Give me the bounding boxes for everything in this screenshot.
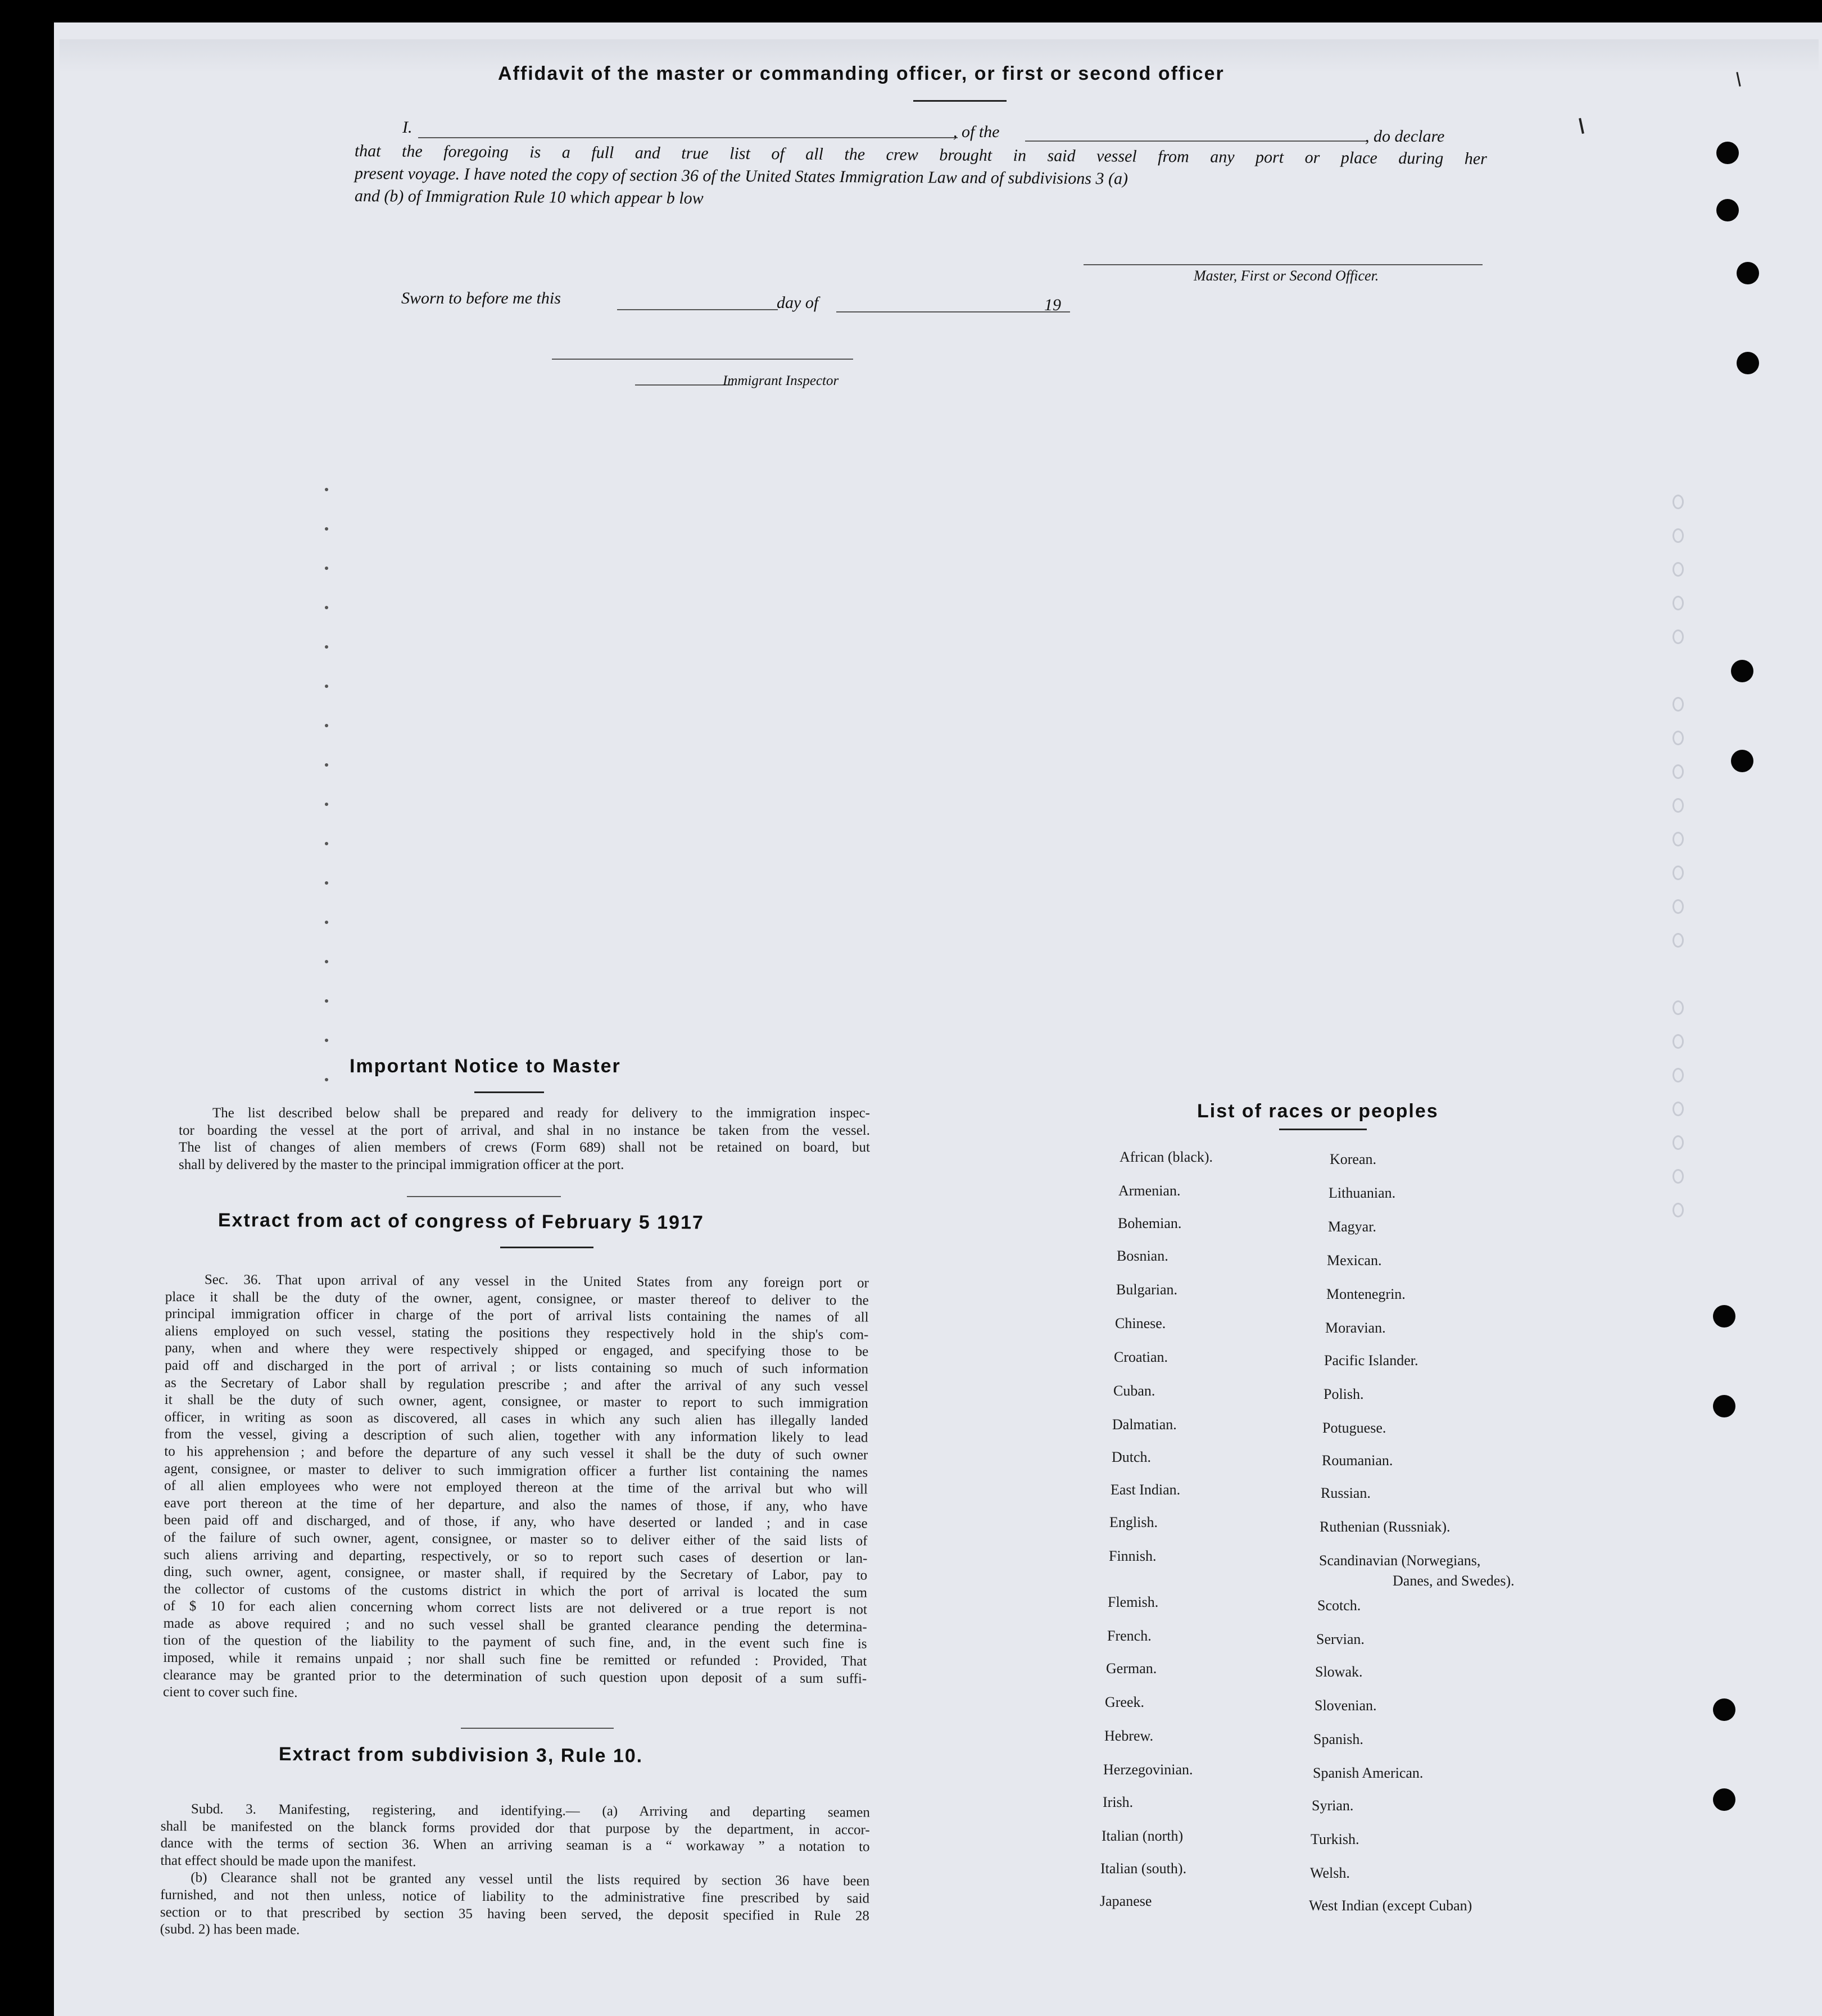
race-item: French. <box>1107 1628 1152 1644</box>
bleed-mark <box>1673 1102 1684 1116</box>
margin-dot <box>325 803 328 806</box>
act-line: Sec. 36. That upon arrival of any vessel in the United States from any foreign port or <box>204 1272 869 1291</box>
race-item: English. <box>1109 1514 1158 1530</box>
margin-dot <box>325 842 328 845</box>
bleed-mark <box>1673 832 1684 846</box>
bleed-mark <box>1673 1000 1684 1015</box>
act-line: been paid off and discharged, and of those, if any, who have deserted or landed ; and in case <box>164 1512 868 1532</box>
margin-dot <box>325 567 328 570</box>
act-line: of $ 10 for each alien concerning whom correct lists are not delivered or a true report is not <box>163 1598 867 1618</box>
bleed-mark <box>1673 1203 1684 1217</box>
bleed-mark <box>1673 1068 1684 1082</box>
act-line: place it shall be the duty of the owner, agent, consignee, or master thereof to deliver to the <box>165 1289 869 1308</box>
inspector-signature-line <box>552 359 853 360</box>
race-item: Dalmatian. <box>1112 1416 1177 1433</box>
notice-body <box>179 1105 870 1174</box>
vessel-blank-line <box>1025 141 1367 142</box>
race-item: Irish. <box>1103 1794 1134 1810</box>
race-item: Russian. <box>1321 1485 1371 1501</box>
act-line: of all alien employees who were not employed thereon at the time of the arrival but who will <box>164 1478 868 1497</box>
act-line: from the vessel, giving a description of such alien, together with any information likely to lead <box>164 1426 868 1446</box>
race-item: Montenegrin. <box>1326 1286 1406 1302</box>
race-item: Moravian. <box>1325 1320 1386 1336</box>
act-line: made as above required ; and no such vessel shall be granted clearance pending the determina- <box>163 1615 867 1635</box>
act-body <box>163 1271 869 1705</box>
punch-hole <box>1713 1395 1735 1417</box>
master-signature-line <box>1084 264 1483 265</box>
manifest-page <box>54 22 1822 2016</box>
margin-dot <box>325 881 328 885</box>
tick-mark <box>1736 72 1741 87</box>
master-signature-caption: Master, First or Second Officer. <box>1194 268 1379 284</box>
margin-dot <box>325 527 328 531</box>
act-line: to his apprehension ; and before the departure of any such vessel it shall be the duty of such owner <box>164 1443 868 1463</box>
race-item: Dutch. <box>1112 1449 1152 1465</box>
bleed-mark <box>1673 798 1684 813</box>
race-item: Italian (north) <box>1102 1828 1184 1844</box>
notice-title-rule <box>474 1091 544 1093</box>
rule-line: (b) Clearance shall not be granted any vessel until the lists required by section 36 have been <box>191 1870 870 1889</box>
rule-line: furnished, and not then unless, notice of liability to the administrative fine prescribed by said <box>160 1887 870 1906</box>
notice-line: The list of changes of alien members of crews (Form 689) shall not be retained on board, but <box>179 1140 870 1156</box>
notice-line: shall by delivered by the master to the principal immigration officer at the port. <box>179 1157 624 1172</box>
punch-hole <box>1737 352 1759 374</box>
race-item: Korean. <box>1330 1151 1377 1167</box>
margin-dot <box>325 960 328 963</box>
margin-dot <box>325 724 328 727</box>
sworn-year: 19 <box>1044 296 1061 314</box>
act-title: Extract from act of congress of February 5 1917 <box>217 1209 704 1234</box>
race-item: Pacific Islander. <box>1324 1352 1418 1369</box>
punch-hole <box>1713 1698 1735 1721</box>
punch-hole <box>1716 199 1739 221</box>
act-line: clearance may be granted prior to the determination of such question upon deposit of a sum suffi- <box>163 1667 867 1687</box>
act-line: tion of the question of the liability to the payment of such fine, and, in the event such fine is <box>163 1633 867 1652</box>
affidavit-title-rule <box>913 100 1007 102</box>
bleed-mark <box>1673 495 1684 509</box>
margin-dot <box>325 763 328 767</box>
race-item: West Indian (except Cuban) <box>1309 1897 1472 1914</box>
act-line: principal immigration officer in charge of the port of arrival lists containing the names of all <box>165 1306 869 1325</box>
sworn-text: Sworn to before me this <box>401 289 561 307</box>
notice-title: Important Notice to Master <box>350 1055 621 1077</box>
punch-hole <box>1731 750 1753 772</box>
notice-line: The list described below shall be prepared and ready for delivery to the immigration inspec- <box>212 1106 870 1121</box>
race-item: Welsh. <box>1310 1865 1350 1881</box>
act-line: such aliens arriving and departing, respectively, or so to report such cases of desertion or lan- <box>164 1547 868 1566</box>
inspector-caption: Immigrant Inspector <box>723 373 839 388</box>
race-item: German. <box>1106 1660 1157 1677</box>
margin-dot <box>325 685 328 688</box>
rule-body <box>160 1801 870 1942</box>
race-item: Italian (south). <box>1100 1860 1187 1877</box>
race-item: Mexican. <box>1327 1252 1382 1269</box>
race-item: Flemish. <box>1108 1594 1159 1610</box>
notice-separator <box>407 1196 561 1197</box>
act-title-rule <box>500 1247 593 1248</box>
bleed-mark <box>1673 629 1684 644</box>
punch-hole <box>1731 660 1753 682</box>
margin-dot <box>325 1039 328 1042</box>
act-line: imposed, while it remains unpaid ; nor shall such fine be remitted or refunded : Provided, That <box>163 1650 867 1669</box>
affidavit-of-the: , of the <box>953 123 1000 141</box>
rule-line: that effect should be made upon the manifest. <box>160 1852 416 1870</box>
race-item: Syrian. <box>1312 1797 1354 1814</box>
bleed-mark <box>1673 697 1684 712</box>
race-item: Slowak. <box>1315 1664 1363 1680</box>
rule-line: dance with the terms of section 36. When an arriving seaman is a “ workaway ” a notation to <box>160 1836 870 1855</box>
race-item: African (black). <box>1120 1149 1213 1165</box>
tick-mark <box>1579 118 1584 134</box>
act-line: as the Secretary of Labor shall by regulation prescribe ; and after the arrival of any such vessel <box>164 1375 869 1394</box>
bleed-mark <box>1673 866 1684 880</box>
race-item: Japanese <box>1100 1893 1152 1909</box>
race-item: Magyar. <box>1328 1218 1376 1235</box>
act-line: paid off and discharged in the port of arrival ; or lists containing so much of such information <box>165 1357 869 1377</box>
sworn-day-of: day of <box>777 293 819 312</box>
punch-hole <box>1716 142 1739 164</box>
bleed-mark <box>1673 1169 1684 1184</box>
act-line: ding, such owner, agent, consignee, or master shall, if required by the Secretary of Labor, pay to <box>164 1564 868 1583</box>
affidavit-do-declare: , do declare <box>1365 127 1445 146</box>
race-item: Chinese. <box>1115 1315 1166 1331</box>
bleed-mark <box>1673 596 1684 610</box>
bleed-mark <box>1673 731 1684 745</box>
act-line: the collector of customs of the customs district in which the port of arrival is located the sum <box>163 1581 868 1601</box>
margin-dot <box>325 921 328 924</box>
sworn-month-line <box>836 311 1070 312</box>
race-item: Scandinavian (Norwegians, <box>1319 1552 1481 1569</box>
rule-line: section or to that prescribed by section 35 having been served, the deposit specified in Rule 28 <box>160 1904 870 1924</box>
sworn-day-line <box>617 309 778 310</box>
race-item: Danes, and Swedes). <box>1393 1573 1515 1589</box>
name-blank-line <box>418 137 958 138</box>
notice-line: tor boarding the vessel at the port of arrival, and shal in no instance be taken from the vessel. <box>179 1122 870 1138</box>
affidavit-line-1: that the foregoing is a full and true list of all the crew brought in said vessel from any port or place during her <box>354 142 1487 169</box>
bleed-mark <box>1673 933 1684 948</box>
affidavit-line-2: present voyage. I have noted the copy of section 36 of the United States Immigration Law and of subdivisions 3 (a) <box>354 164 1128 188</box>
race-item: Finnish. <box>1109 1548 1157 1564</box>
margin-dot <box>325 1078 328 1081</box>
bleed-mark <box>1673 764 1684 779</box>
act-line: officer, in writing as soon as discovered, all cases in which any such alien has illegally landed <box>164 1409 868 1429</box>
act-line: agent, consignee, or master to deliver to such immigration officer a further list containing the names <box>164 1461 868 1480</box>
affidavit-line-3: and (b) of Immigration Rule 10 which appear b low <box>354 187 704 208</box>
act-separator <box>461 1728 614 1729</box>
race-item: Lithuanian. <box>1329 1185 1396 1201</box>
act-line: aliens employed on such vessel, stating the positions they respectively hold in the ship's com- <box>165 1323 869 1343</box>
bleed-mark <box>1673 562 1684 577</box>
bleed-mark <box>1673 528 1684 543</box>
race-item: Bohemian. <box>1118 1215 1182 1231</box>
race-item: Herzegovinian. <box>1103 1761 1193 1778</box>
race-item: Bulgarian. <box>1116 1281 1178 1298</box>
punch-hole <box>1737 262 1759 284</box>
bleed-mark <box>1673 1034 1684 1049</box>
race-item: Polish. <box>1324 1386 1364 1402</box>
race-item: Slovenian. <box>1315 1697 1377 1714</box>
margin-dot <box>325 645 328 649</box>
bleed-mark <box>1673 899 1684 914</box>
race-item: Bosnian. <box>1117 1248 1168 1264</box>
inspector-signature-line-2 <box>635 384 733 386</box>
punch-hole <box>1713 1305 1735 1328</box>
races-title-rule <box>1279 1129 1367 1130</box>
rule-line: Subd. 3. Manifesting, registering, and identifying.— (a) Arriving and departing seamen <box>191 1801 870 1820</box>
race-item: Spanish American. <box>1313 1765 1424 1781</box>
race-item: Hebrew. <box>1104 1728 1154 1744</box>
margin-dot <box>325 488 328 491</box>
race-item: Armenian. <box>1118 1183 1181 1199</box>
race-item: Croatian. <box>1114 1349 1168 1365</box>
race-item: Ruthenian (Russniak). <box>1320 1519 1451 1535</box>
affidavit-i: I. <box>402 118 413 137</box>
race-item: East Indian. <box>1111 1482 1181 1498</box>
bleed-mark <box>1673 1135 1684 1150</box>
race-item: Potuguese. <box>1322 1420 1386 1436</box>
rule-title: Extract from subdivision 3, Rule 10. <box>278 1743 643 1767</box>
race-item: Turkish. <box>1311 1831 1359 1847</box>
race-item: Servian. <box>1316 1631 1365 1647</box>
act-line: it shall be the duty of such owner, agent, consignee, or master to report to such immigration <box>164 1392 868 1411</box>
act-line: pany, when and where they were respectively shipped or engaged, and specifying those to be <box>165 1340 869 1360</box>
act-line: of the failure of such owner, agent, consignee, or master so to deliver either of the said lists of <box>164 1529 868 1549</box>
margin-dot <box>325 999 328 1003</box>
races-title: List of races or peoples <box>1197 1100 1439 1122</box>
race-item: Scotch. <box>1317 1597 1361 1614</box>
race-item: Spanish. <box>1313 1731 1363 1747</box>
margin-dot <box>325 606 328 609</box>
act-line: eave port thereon at the time of her departure, and also the names of those, if any, who have <box>164 1495 868 1515</box>
rule-line: (subd. 2) has been made. <box>160 1922 300 1938</box>
affidavit-title: Affidavit of the master or commanding officer, or first or second officer <box>498 63 1225 84</box>
race-item: Cuban. <box>1113 1383 1155 1399</box>
punch-hole <box>1713 1788 1735 1811</box>
act-line: cient to cover such fine. <box>163 1684 298 1701</box>
rule-line: shall be manifested on the blanck forms provided dor that purpose by the department, in accor- <box>160 1818 870 1838</box>
race-item: Greek. <box>1105 1694 1145 1710</box>
race-item: Roumanian. <box>1322 1452 1393 1469</box>
